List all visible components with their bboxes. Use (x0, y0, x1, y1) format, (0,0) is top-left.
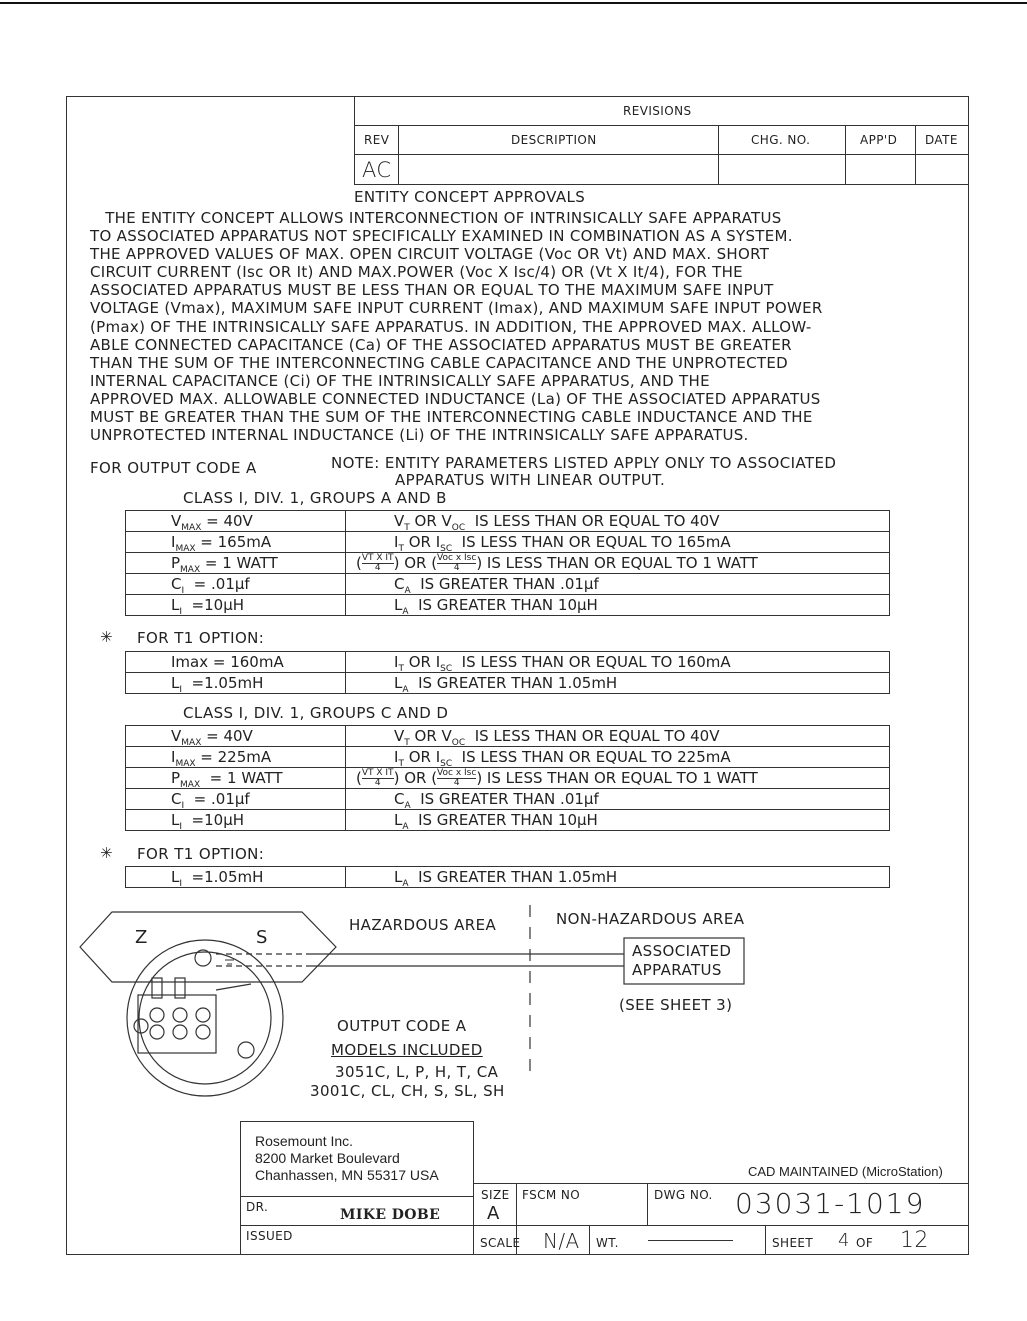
hazardous-area-label: HAZARDOUS AREA (349, 916, 497, 934)
condition-cell: $I_T$ OR $I_{SC}$ IS LESS THAN OR EQUAL TO 225mA (346, 747, 890, 768)
fraction: $\frac{\text{Voc x Isc}}{4}$ (437, 767, 477, 788)
of-label: OF (856, 1236, 874, 1250)
dr-label: DR. (246, 1200, 269, 1214)
entity-row (126, 726, 890, 747)
scale-label: SCALE (480, 1236, 521, 1250)
note-line-2: APPARATUS WITH LINEAR OUTPUT. (395, 471, 666, 489)
entity-row (126, 673, 890, 694)
entity-row (126, 747, 890, 768)
output-code-diagram-label: OUTPUT CODE A (337, 1017, 467, 1035)
entity-row (126, 810, 890, 831)
associated-apparatus-line1: ASSOCIATED (632, 942, 732, 960)
class-ab-heading: CLASS I, DIV. 1, GROUPS A AND B (183, 489, 447, 507)
housing-outline (80, 912, 336, 982)
cad-maintained: CAD MAINTAINED (MicroStation) (748, 1164, 943, 1179)
sheet-number: 4 (838, 1230, 850, 1251)
paragraph-line: UNPROTECTED INTERNAL INDUCTANCE (Li) OF THE INTRINSICALLY SAFE APPARATUS. (90, 426, 749, 445)
paragraph-line: ASSOCIATED APPARATUS MUST BE LESS THAN OR EQUAL TO THE MAXIMUM SAFE INPUT (90, 281, 774, 300)
entity-row (126, 574, 890, 595)
rev-value: AC (362, 158, 392, 182)
paragraph-line: TO ASSOCIATED APPARATUS NOT SPECIFICALLY EXAMINED IN COMBINATION AS A SYSTEM. (90, 227, 793, 246)
entity-concept-paragraph (90, 209, 970, 444)
fscm-label: FSCM NO (522, 1188, 581, 1202)
condition-cell: $L_A$ IS GREATER THAN 10µH (346, 810, 890, 831)
condition-cell: $C_A$ IS GREATER THAN .01µf (346, 789, 890, 810)
section-title: ENTITY CONCEPT APPROVALS (354, 188, 586, 206)
size-label: SIZE (481, 1188, 510, 1202)
entity-table-t1-ab (125, 651, 890, 694)
paragraph-line: (Pmax) OF THE INTRINSICALLY SAFE APPARATUS. IN ADDITION, THE APPROVED MAX. ALLOW- (90, 317, 812, 336)
sheet-label: SHEET (772, 1236, 814, 1250)
output-code-label: FOR OUTPUT CODE A (90, 459, 257, 477)
paragraph-line: CIRCUIT CURRENT (Isc OR It) AND MAX.POWER (Voc X Isc/4) OR (Vt X It/4), FOR THE (90, 263, 743, 282)
max-parameter-cell: $L_I =1.05mH$ (126, 673, 346, 694)
t1-option-label: FOR T1 OPTION: (137, 629, 265, 647)
label-z: Z (135, 927, 148, 948)
drawing-number: 03031-1019 (735, 1187, 926, 1220)
max-parameter-cell: $P_{MAX} = 1$ WATT (126, 768, 346, 789)
condition-cell: $L_A$ IS GREATER THAN 1.05mH (346, 867, 890, 888)
paragraph-line: THE ENTITY CONCEPT ALLOWS INTERCONNECTION OF INTRINSICALLY SAFE APPARATUS (90, 209, 782, 227)
entity-row (126, 768, 890, 789)
models-list-1: 3051C, L, P, H, T, CA (335, 1063, 499, 1081)
paragraph-line: MUST BE GREATER THAN THE SUM OF THE INTERCONNECTING CABLE INDUCTANCE AND THE (90, 408, 813, 427)
entity-row (126, 532, 890, 553)
max-parameter-cell: $C_I = .01\mu f$ (126, 574, 346, 595)
max-parameter-cell: $L_I =10\mu H$ (126, 595, 346, 616)
condition-cell: $I_T$ OR $I_{SC}$ IS LESS THAN OR EQUAL TO 165mA (346, 532, 890, 553)
rev-header: REV (364, 133, 390, 147)
max-parameter-cell: $V_{MAX} = 40V$ (126, 726, 346, 747)
max-parameter-cell: $L_I =10\mu H$ (126, 810, 346, 831)
fraction: $\frac{\text{VT X IT}}{4}$ (361, 552, 394, 573)
associated-apparatus-line2: APPARATUS (632, 961, 722, 979)
condition-cell: $L_A$ IS GREATER THAN 10µH (346, 595, 890, 616)
condition-cell: ( $\frac{\text{VT X IT}}{4}$) OR ( $\frac{\text{Voc x Isc}}{4}$) IS LESS THAN OR EQUAL TO 1 WATT (346, 768, 890, 789)
fraction: $\frac{\text{VT X IT}}{4}$ (361, 767, 394, 788)
max-parameter-cell: $C_I = .01\mu f$ (126, 789, 346, 810)
max-parameter-cell: $I_{MAX} = 225mA$ (126, 747, 346, 768)
paragraph-line: APPROVED MAX. ALLOWABLE CONNECTED INDUCTANCE (La) OF THE ASSOCIATED APPARATUS (90, 389, 821, 408)
paragraph-line: THAN THE SUM OF THE INTERCONNECTING CABLE CAPACITANCE AND THE UNPROTECTED (90, 353, 789, 372)
condition-cell: $C_A$ IS GREATER THAN .01µf (346, 574, 890, 595)
size-value: A (487, 1203, 500, 1224)
paragraph-line: INTERNAL CAPACITANCE (Ci) OF THE INTRINSICALLY SAFE APPARATUS, AND THE (90, 371, 710, 390)
description-header: DESCRIPTION (511, 133, 597, 147)
company-name: Rosemount Inc. (255, 1133, 354, 1149)
entity-row (126, 595, 890, 616)
entity-table-t1-cd (125, 866, 890, 888)
asterisk-icon: ✳ (100, 844, 113, 862)
transmitter-diagram (66, 900, 969, 1110)
entity-row (126, 652, 890, 673)
wt-label: WT. (596, 1236, 619, 1250)
max-parameter-cell: $L_I =1.05mH$ (126, 867, 346, 888)
fraction: $\frac{\text{Voc x Isc}}{4}$ (437, 552, 477, 573)
top-rule (0, 2, 1027, 4)
revisions-title: REVISIONS (623, 104, 692, 118)
entity-row (126, 867, 890, 888)
issued-label: ISSUED (246, 1229, 293, 1243)
paragraph-line: ABLE CONNECTED CAPACITANCE (Ca) OF THE ASSOCIATED APPARATUS MUST BE GREATER (90, 335, 792, 354)
max-parameter-cell: $I_{MAX} = 165mA$ (126, 532, 346, 553)
paragraph-line: THE APPROVED VALUES OF MAX. OPEN CIRCUIT VOLTAGE (Voc OR Vt) AND MAX. SHORT (90, 245, 770, 264)
note-line-1: NOTE: ENTITY PARAMETERS LISTED APPLY ONLY TO ASSOCIATED (331, 454, 837, 472)
dwg-no-label: DWG NO. (654, 1188, 713, 1202)
max-parameter-cell: Imax = 160mA (126, 652, 346, 673)
entity-row (126, 553, 890, 574)
condition-cell: $I_T$ OR $I_{SC}$ IS LESS THAN OR EQUAL TO 160mA (346, 652, 890, 673)
appd-header: APP'D (860, 133, 898, 147)
drawer-name: MIKE DOBE (340, 1207, 441, 1223)
max-parameter-cell: $V_{MAX} = 40V$ (126, 511, 346, 532)
label-s: S (256, 927, 268, 948)
paragraph-line: VOLTAGE (Vmax), MAXIMUM SAFE INPUT CURRENT (Imax), AND MAXIMUM SAFE INPUT POWER (90, 299, 823, 318)
asterisk-icon: ✳ (100, 628, 113, 646)
condition-cell: ( $\frac{\text{VT X IT}}{4}$) OR ( $\frac{\text{Voc x Isc}}{4}$) IS LESS THAN OR EQUAL TO 1 WATT (346, 553, 890, 574)
company-address-1: 8200 Market Boulevard (255, 1150, 400, 1166)
date-header: DATE (925, 133, 958, 147)
class-cd-heading: CLASS I, DIV. 1, GROUPS C AND D (183, 704, 449, 722)
condition-cell: $V_T$ OR $V_{OC}$ IS LESS THAN OR EQUAL TO 40V (346, 726, 890, 747)
t1-option-label: FOR T1 OPTION: (137, 845, 265, 863)
models-list-2: 3001C, CL, CH, S, SL, SH (310, 1082, 505, 1100)
entity-table-groups-cd (125, 725, 890, 831)
sheet-total: 12 (900, 1228, 929, 1253)
chg-no-header: CHG. NO. (751, 133, 811, 147)
condition-cell: $L_A$ IS GREATER THAN 1.05mH (346, 673, 890, 694)
models-included-label: MODELS INCLUDED (331, 1041, 483, 1059)
condition-cell: $V_T$ OR $V_{OC}$ IS LESS THAN OR EQUAL TO 40V (346, 511, 890, 532)
company-address-2: Chanhassen, MN 55317 USA (255, 1167, 439, 1183)
housing-inner-ring (139, 952, 271, 1084)
entity-row (126, 789, 890, 810)
max-parameter-cell: $P_{MAX} = 1$ WATT (126, 553, 346, 574)
non-hazardous-area-label: NON-HAZARDOUS AREA (556, 910, 745, 928)
entity-row (126, 511, 890, 532)
see-sheet-label: (SEE SHEET 3) (619, 996, 733, 1014)
scale-value: N/A (543, 1229, 580, 1253)
entity-table-groups-ab (125, 510, 890, 616)
